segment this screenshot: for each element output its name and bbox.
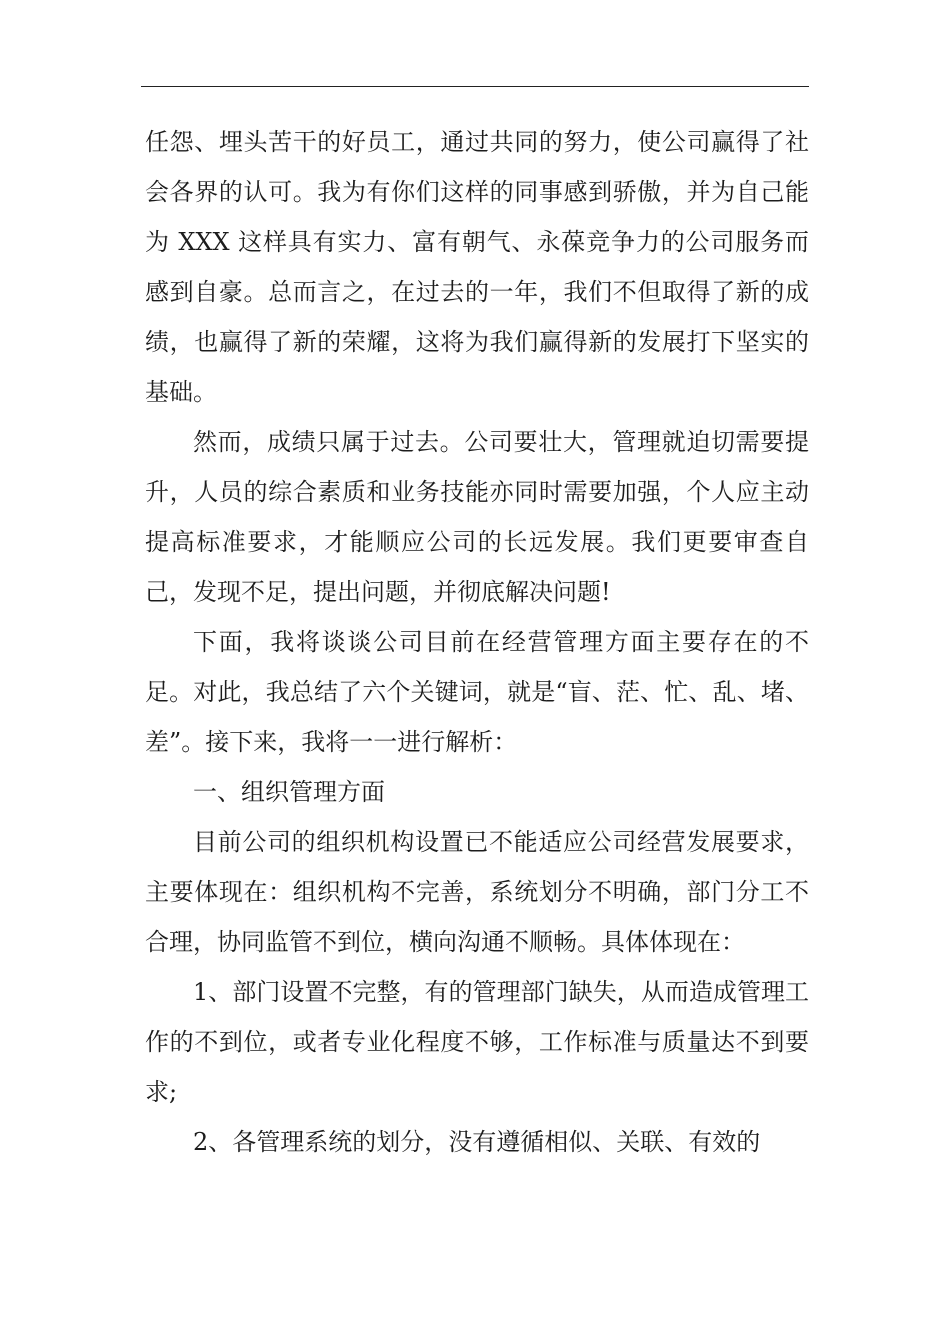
paragraph-achievements-past: 然而，成绩只属于过去。公司要壮大，管理就迫切需要提升，人员的综合素质和业务技能亦同时需要加强，个人应主动提高标准要求，才能顺应公司的长远发展。我们更要审查自己，发现不足，提出问题，并彻底解决问题! xyxy=(145,428,809,606)
paragraph-organization-issues: 目前公司的组织机构设置已不能适应公司经营发展要求，主要体现在：组织机构不完善，系统划分不明确，部门分工不合理，协同监管不到位，横向沟通不顺畅。具体体现在： xyxy=(145,828,809,956)
paragraph-continuation: 任怨、埋头苦干的好员工，通过共同的努力，使公司赢得了社会各界的认可。我为有你们这样的同事感到骄傲，并为自己能为 XXX 这样具有实力、富有朝气、永葆竞争力的公司服务而感到自豪。总而言之，在过去的一年，我们不但取得了新的成绩，也赢得了新的荣耀，这将为我们赢得新的发展打下坚实的基础。 xyxy=(145,128,809,406)
paragraph-shortcomings-intro: 下面，我将谈谈公司目前在经营管理方面主要存在的不足。对此，我总结了六个关键词，就是“盲、茫、忙、乱、堵、差”。接下来，我将一一进行解析： xyxy=(145,628,809,756)
list-item-2: 2、各管理系统的划分，没有遵循相似、关联、有效的 xyxy=(193,1128,761,1156)
section-heading-organization: 一、组织管理方面 xyxy=(193,778,385,806)
list-item-1: 1、部门设置不完整，有的管理部门缺失，从而造成管理工作的不到位，或者专业化程度不够，工作标准与质量达不到要求; xyxy=(145,978,809,1106)
header-rule xyxy=(141,86,809,87)
document-body xyxy=(145,117,809,1167)
